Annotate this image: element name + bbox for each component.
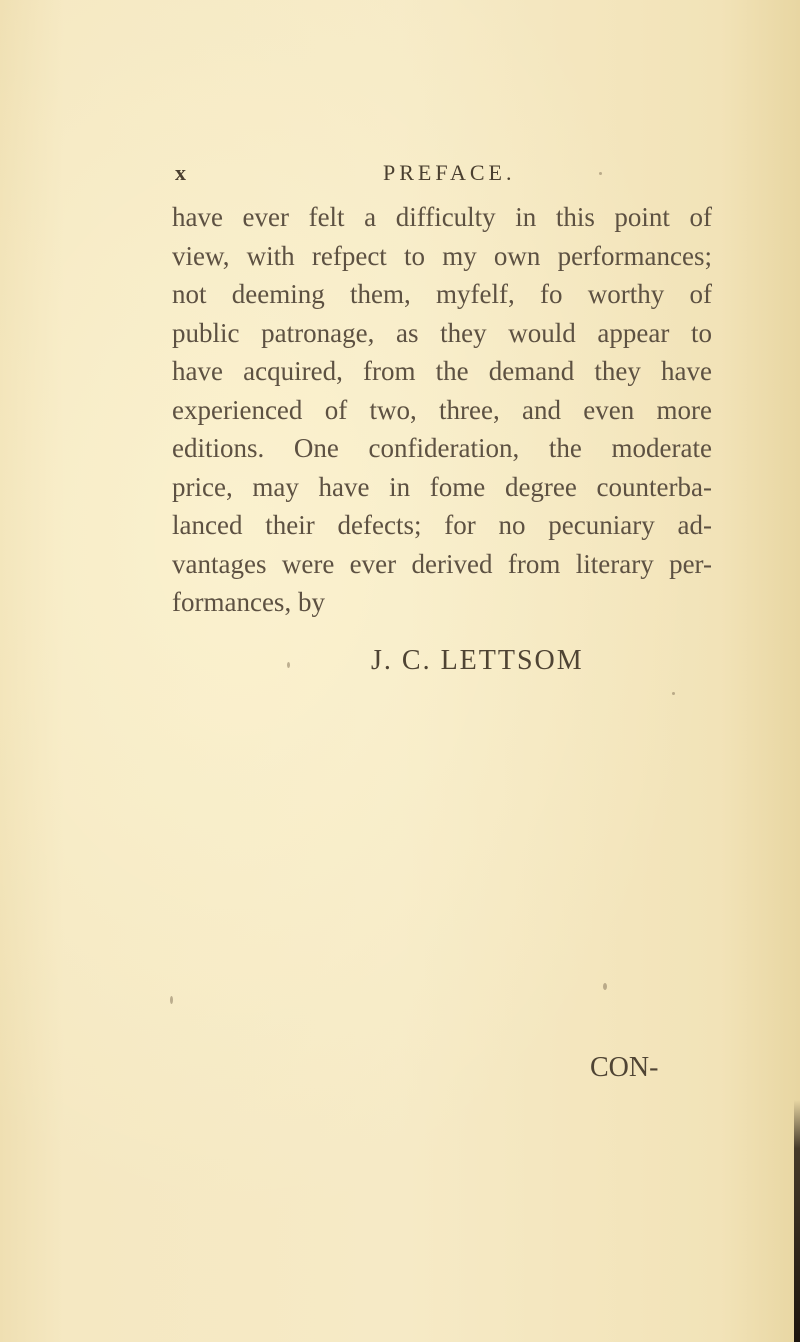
paper-speck <box>603 983 607 990</box>
text-line: formances, by <box>172 587 325 617</box>
paper-speck <box>599 172 602 175</box>
text-line: not deeming them, myfelf, fo worthy of <box>172 279 712 309</box>
page-number: x <box>175 160 186 185</box>
text-line: experienced of two, three, and even more <box>172 394 712 425</box>
preface-body <box>172 198 712 622</box>
catchword: CON- <box>590 1052 659 1083</box>
text-line: lanced their defects; for no pecuniary ad- <box>172 510 712 540</box>
page-edge-shadow <box>794 1100 800 1342</box>
author-signature: J. C. LETTSOM <box>371 645 584 676</box>
text-line: public patronage, as they would appear to <box>172 317 712 348</box>
text-line: editions. One confideration, the moderate <box>172 433 712 463</box>
page-header <box>175 160 695 190</box>
text-line: price, may have in fome degree counterba- <box>172 471 712 502</box>
paper-speck <box>170 996 173 1004</box>
paper-speck <box>287 662 290 668</box>
text-line: vantages were ever derived from literary per- <box>172 548 712 579</box>
paper-speck <box>672 692 675 695</box>
text-line: have acquired, from the demand they have <box>172 356 712 386</box>
text-line: view, with refpect to my own performances; <box>172 240 712 271</box>
text-line: have ever felt a difficulty in this point of <box>172 202 712 232</box>
running-title: PREFACE. <box>383 160 516 185</box>
